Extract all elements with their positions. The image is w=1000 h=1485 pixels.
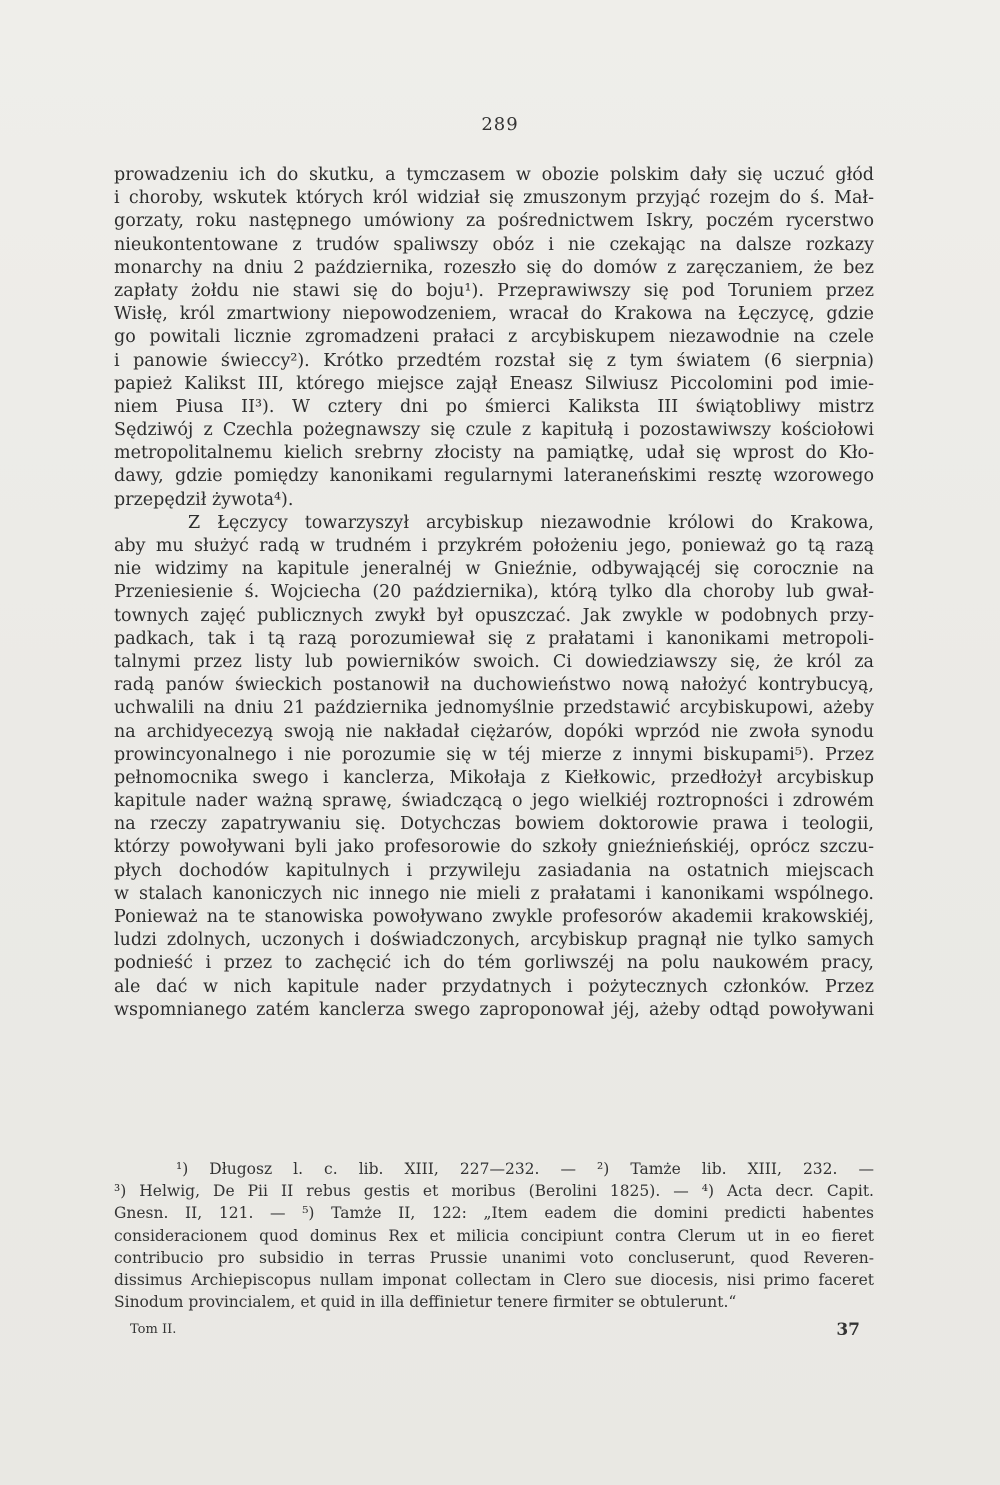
text-line: prowadzeniu ich do skutku, a tymczasem w obozie polskim dały się uczuć głód bbox=[114, 165, 874, 185]
text-line: prowincyonalnego i nie porozumie się w téj mierze z innymi biskupami⁵). Przez bbox=[114, 744, 874, 765]
text-line: nie widzimy na kapitule jeneralnéj w Gnieźnie, odbywającéj się corocznie na bbox=[114, 559, 874, 580]
page-number: 289 bbox=[481, 114, 519, 135]
text-line: przepędził żywota⁴). bbox=[114, 489, 294, 510]
text-line: papież Kalikst III, którego miejsce zajął Eneasz Silwiusz Piccolomini pod imie- bbox=[114, 373, 874, 394]
text-line: niem Piusa II³). W cztery dni po śmierci Kaliksta III świątobliwy mistrz bbox=[114, 396, 874, 417]
text-line: radą panów świeckich postanowił na duchowieństwo nową nałożyć kontrybucyą, bbox=[114, 675, 874, 696]
text-line: w stalach kanoniczych nic innego nie mieli z prałatami i kanonikami wspólnego. bbox=[114, 883, 874, 904]
footnotes bbox=[114, 1158, 874, 1313]
text-line: aby mu służyć radą w trudném i przykrém położeniu jego, ponieważ go tą razą bbox=[114, 536, 874, 556]
text-line: monarchy na dniu 2 października, rozeszło się do domów z zaręczaniem, że bez bbox=[114, 257, 874, 278]
paragraph-start-line: Z Łęczycy towarzyszył arcybiskup niezawodnie królowi do Krakowa, bbox=[188, 512, 874, 533]
printer-signature: 37 bbox=[836, 1320, 860, 1340]
text-line: Wisłę, król zmartwiony niepowodzeniem, wracał do Krakowa na Łęczycę, gdzie bbox=[114, 304, 874, 325]
text-line: i panowie świeccy²). Krótko przedtém rozstał się z tym światem (6 sierpnia) bbox=[114, 350, 874, 371]
text-line: ludzi zdolnych, uczonych i doświadczonych, arcybiskup pragnął nie tylko samych bbox=[114, 930, 874, 951]
text-line: Przeniesienie ś. Wojciecha (20 października), którą tylko dla choroby lub gwał- bbox=[114, 582, 874, 603]
text-line: talnymi przez listy lub powierników swoich. Ci dowiedziawszy się, że król za bbox=[114, 651, 874, 672]
text-line: podnieść i przez to zachęcić ich do tém gorliwszéj na polu naukowém pracy, bbox=[114, 953, 874, 974]
text-line: na archidyecezyą swoją nie nakładał ciężarów, dopóki wprzód nie zwoła synodu bbox=[114, 721, 874, 742]
text-line: kapitule nader ważną sprawę, świadczącą o jego wielkiéj roztropności i zdrowém bbox=[114, 791, 874, 812]
volume-label: Tom II. bbox=[130, 1322, 177, 1337]
footnote-line: consideracionem quod dominus Rex et milicia concipiunt contra Clerum ut in eo fieret bbox=[114, 1226, 874, 1245]
text-line: padkach, tak i tą razą porozumiewał się z prałatami i kanonikami metropoli- bbox=[114, 628, 874, 649]
body-text bbox=[114, 164, 874, 1022]
text-line: Sędziwój z Czechla pożegnawszy się czule z kapitułą i pozostawiwszy kościołowi bbox=[114, 420, 874, 441]
footnote-line: Gnesn. II, 121. — ⁵) Tamże II, 122: „Item eadem die domini predicti habentes bbox=[114, 1204, 874, 1223]
text-line: go powitali licznie zgromadzeni prałaci z arcybiskupem niezawodnie na czele bbox=[114, 327, 874, 348]
footnote-line: contribucio pro subsidio in terras Prussie unanimi voto concluserunt, quod Reveren- bbox=[114, 1248, 874, 1267]
footnote-line: Sinodum provincialem, et quid in illa deffinietur tenere firmiter se obtulerunt.“ bbox=[114, 1293, 737, 1312]
text-line: zapłaty żołdu nie stawi się do boju¹). Przeprawiwszy się pod Toruniem przez bbox=[114, 280, 874, 301]
text-line: na rzeczy zapatrywaniu się. Dotychczas bowiem doktorowie prawa i teologii, bbox=[114, 814, 874, 835]
text-line: ale dać w nich kapitule nader przydatnych i pożytecznych członków. Przez bbox=[114, 976, 874, 997]
text-line: pełnomocnika swego i kanclerza, Mikołaja z Kiełkowic, przedłożył arcybiskup bbox=[114, 767, 874, 788]
text-line: nieukontentowane z trudów spaliwszy obóz i nie czekając na dalsze rozkazy bbox=[114, 234, 874, 255]
footnote-line: ¹) Długosz l. c. lib. XIII, 227—232. — ²) Tamże lib. XIII, 232. — bbox=[176, 1160, 874, 1178]
text-line: Ponieważ na te stanowiska powoływano zwykle profesorów akademii krakowskiéj, bbox=[114, 907, 874, 927]
text-line: i choroby, wskutek których król widział się zmuszonym przyjąć rozejm do ś. Mał- bbox=[114, 188, 874, 209]
text-line: którzy powoływani byli jako profesorowie do szkoły gnieźnieńskiéj, oprócz szczu- bbox=[114, 837, 874, 858]
footnote-line: ³) Helwig, De Pii II rebus gestis et moribus (Berolini 1825). — ⁴) Acta decr. Capit. bbox=[114, 1182, 874, 1201]
text-line: wspomnianego zatém kanclerza swego zaproponował jéj, ażeby odtąd powoływani bbox=[114, 999, 874, 1020]
text-line: metropolitalnemu kielich srebrny złocisty na pamiątkę, udał się wprost do Kło- bbox=[114, 443, 874, 464]
text-line: townych zajęć publicznych zwykł był opuszczać. Jak zwykle w podobnych przy- bbox=[114, 605, 874, 626]
text-line: dawy, gdzie pomiędzy kanonikami regularnymi lateraneńskimi resztę wzorowego bbox=[114, 466, 874, 487]
footnote-line: dissimus Archiepiscopus nullam imponat collectam in Clero sue diocesis, nisi primo faceret bbox=[114, 1270, 874, 1289]
text-line: płych dochodów kapitulnych i przywileju zasiadania na ostatnich miejscach bbox=[114, 860, 874, 881]
text-line: uchwalili na dniu 21 października jednomyślnie przedstawić arcybiskupowi, ażeby bbox=[114, 698, 874, 719]
text-line: gorzaty, roku następnego umówiony za pośrednictwem Iskry, poczém rycerstwo bbox=[114, 211, 874, 232]
